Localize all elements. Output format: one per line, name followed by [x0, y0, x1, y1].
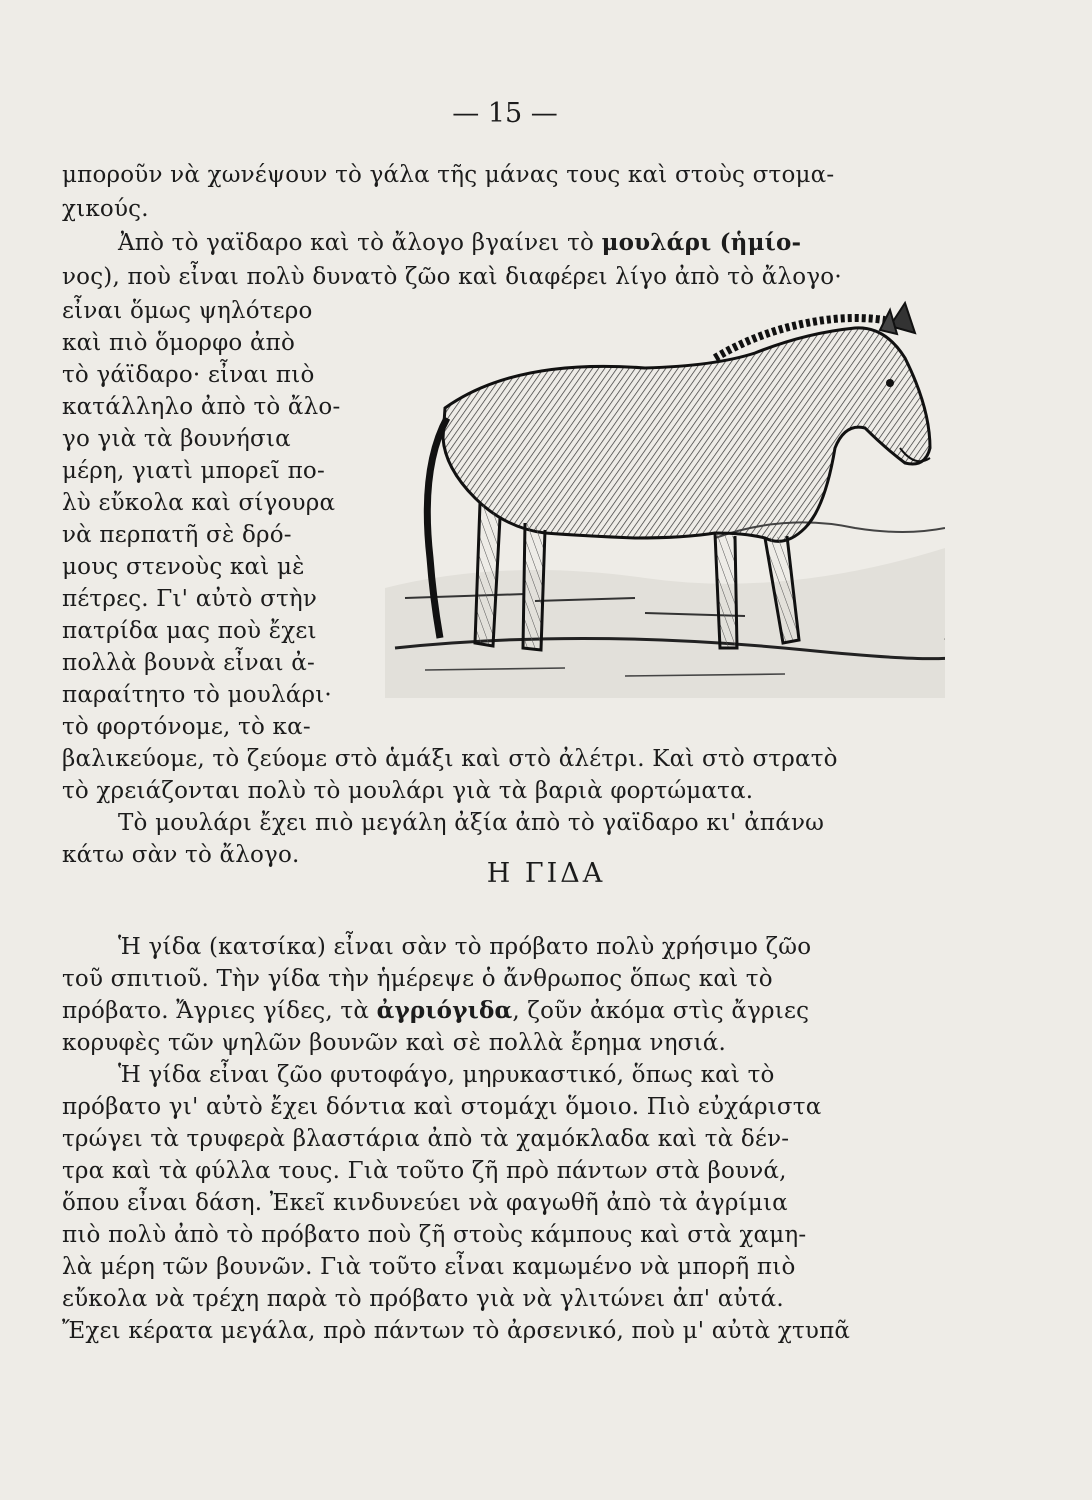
text-line: τὸ γάϊδαρο· εἶναι πιὸ — [62, 362, 315, 388]
text-line: κορυφὲς τῶν ψηλῶν βουνῶν καὶ σὲ πολλὰ ἔρημα νησιά. — [62, 1030, 727, 1056]
text-line: Ἡ γίδα (κατσίκα) εἶναι σὰν τὸ πρόβατο πολὺ χρήσιμο ζῶο — [118, 934, 812, 960]
text-line: Ἡ γίδα εἶναι ζῶο φυτοφάγο, μηρυκαστικό, ὅπως καὶ τὸ — [118, 1062, 775, 1088]
text-line: πέτρες. Γι' αὐτὸ στὴν — [62, 586, 318, 612]
text-line: τοῦ σπιτιοῦ. Τὴν γίδα τὴν ἡμέρεψε ὁ ἄνθρωπος ὅπως καὶ τὸ — [62, 966, 773, 992]
text-line: λὺ εὔκολα καὶ σίγουρα — [62, 490, 336, 516]
bold-term: ἀγριόγιδα — [376, 997, 513, 1024]
text-line: μέρη, γιατὶ μπορεῖ πο- — [62, 458, 325, 484]
text-line: χικούς. — [62, 196, 149, 222]
text-line: τὸ χρειάζονται πολὺ τὸ μουλάρι γιὰ τὰ βαριὰ φορτώματα. — [62, 778, 754, 804]
section-heading: Η ΓΙΔΑ — [486, 858, 606, 889]
text-line: γο γιὰ τὰ βουνήσια — [62, 426, 291, 452]
text-line: πατρίδα μας ποὺ ἔχει — [62, 618, 317, 644]
text-line: ὅπου εἶναι δάση. Ἐκεῖ κινδυνεύει νὰ φαγωθῆ ἀπὸ τὰ ἀγρίμια — [62, 1190, 788, 1216]
text-line: κατάλληλο ἀπὸ τὸ ἄλο- — [62, 394, 341, 420]
text-line: Τὸ μουλάρι ἔχει πιὸ μεγάλη ἀξία ἀπὸ τὸ γαϊδαρο κι' ἀπάνω — [118, 810, 825, 836]
text-line: εἶναι ὅμως ψηλότερο — [62, 298, 313, 324]
text-line: μποροῦν νὰ χωνέψουν τὸ γάλα τῆς μάνας τους καὶ στοὺς στομα- — [62, 162, 835, 188]
text-line: πιὸ πολὺ ἀπὸ τὸ πρόβατο ποὺ ζῆ στοὺς κάμπους καὶ στὰ χαμη- — [62, 1222, 807, 1248]
text-line: καὶ πιὸ ὅμορφο ἀπὸ — [62, 330, 296, 356]
text-line: Ἔχει κέρατα μεγάλα, πρὸ πάντων τὸ ἀρσενικό, ποὺ μ' αὐτὰ χτυπᾶ — [62, 1318, 851, 1344]
bold-term: μουλάρι (ἡμίο- — [601, 229, 802, 256]
text-line: Ἀπὸ τὸ γαϊδαρο καὶ τὸ ἄλογο βγαίνει τὸ μουλάρι (ἡμίο- — [118, 229, 802, 256]
text-line: μους στενοὺς καὶ μὲ — [62, 554, 305, 580]
text-line: τρα καὶ τὰ φύλλα τους. Γιὰ τοῦτο ζῆ πρὸ πάντων στὰ βουνά, — [62, 1158, 787, 1184]
text-line: εὔκολα νὰ τρέχη παρὰ τὸ πρόβατο γιὰ νὰ γλιτώνει ἀπ' αὐτά. — [62, 1286, 784, 1312]
text-line: τὸ φορτόνομε, τὸ κα- — [62, 714, 311, 740]
text-line: τρώγει τὰ τρυφερὰ βλαστάρια ἀπὸ τὰ χαμόκλαδα καὶ τὰ δέν- — [62, 1126, 790, 1152]
text-line: βαλικεύομε, τὸ ζεύομε στὸ ἁμάξι καὶ στὸ ἀλέτρι. Καὶ στὸ στρατὸ — [62, 746, 838, 772]
text-line: πολλὰ βουνὰ εἶναι ἀ- — [62, 650, 315, 676]
text-line: κάτω σὰν τὸ ἄλογο. — [62, 842, 300, 868]
text-line: λὰ μέρη τῶν βουνῶν. Γιὰ τοῦτο εἶναι καμωμένο νὰ μπορῆ πιὸ — [62, 1254, 796, 1280]
text-line: νος), ποὺ εἶναι πολὺ δυνατὸ ζῶο καὶ διαφέρει λίγο ἀπὸ τὸ ἄλογο· — [62, 264, 842, 290]
mule-engraving-icon — [385, 298, 945, 698]
text-line: νὰ περπατῆ σὲ δρό- — [62, 522, 292, 548]
page-number: — 15 — — [452, 98, 558, 129]
text-line: πρόβατο. Ἄγριες γίδες, τὰ ἀγριόγιδα, ζοῦν ἀκόμα στὶς ἄγριες — [62, 997, 810, 1024]
text-line: πρόβατο γι' αὐτὸ ἔχει δόντια καὶ στομάχι ὅμοιο. Πιὸ εὐχάριστα — [62, 1094, 822, 1120]
text-line: παραίτητο τὸ μουλάρι· — [62, 682, 332, 708]
